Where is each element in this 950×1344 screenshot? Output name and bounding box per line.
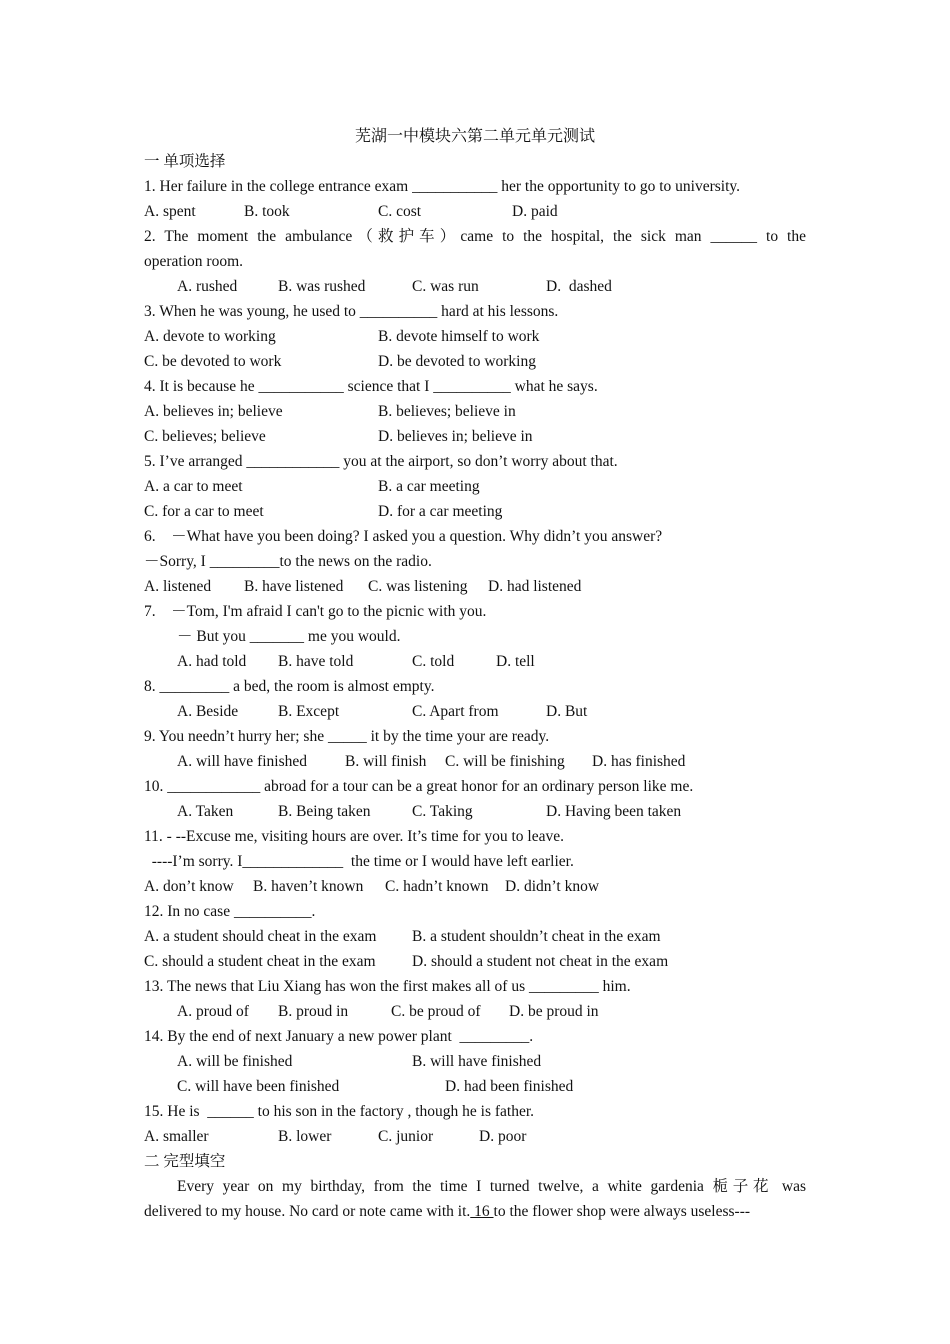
option-a: A. don’t know — [144, 878, 234, 895]
passage-text: delivered to my house. No card or note came with it. — [144, 1203, 471, 1220]
option-c: C. told — [412, 653, 455, 670]
question-2-options — [144, 274, 806, 299]
question-8: 8. _________ a bed, the room is almost empty. — [144, 678, 435, 695]
question-14-options-ab — [144, 1049, 806, 1074]
option-b: B. Being taken — [278, 803, 371, 820]
question-1: 1. Her failure in the college entrance exam ___________ her the opportunity to go to university. — [144, 178, 741, 195]
question-8-options — [144, 699, 806, 724]
passage-text-cont: to the flower shop were always useless--- — [493, 1203, 751, 1220]
option-b: B. a car meeting — [378, 478, 480, 495]
option-d: D. paid — [512, 203, 558, 220]
option-c: C. will have been finished — [177, 1078, 340, 1095]
option-a: A. will be finished — [177, 1053, 293, 1070]
option-d: D. for a car meeting — [378, 503, 503, 520]
passage-line-2 — [144, 1199, 806, 1224]
option-a: A. a student should cheat in the exam — [144, 928, 377, 945]
option-b: B. a student shouldn’t cheat in the exam — [412, 928, 661, 945]
option-d: D. But — [546, 703, 588, 720]
option-c: C. was listening — [368, 578, 468, 595]
option-b: B. lower — [278, 1128, 332, 1145]
option-c: C. Taking — [412, 803, 473, 820]
question-3: 3. When he was young, he used to __________ hard at his lessons. — [144, 303, 559, 320]
question-6-reply: －Sorry, I _________to the news on the radio. — [144, 553, 432, 570]
question-6: 6. －What have you been doing? I asked you a question. Why didn’t you answer? — [144, 528, 663, 545]
option-a: A. spent — [144, 203, 196, 220]
section-heading-1: 一 单项选择 — [144, 153, 226, 170]
option-a: A. Beside — [177, 703, 239, 720]
option-b: B. have listened — [244, 578, 344, 595]
option-b: B. will finish — [345, 753, 427, 770]
option-a: A. devote to working — [144, 328, 276, 345]
question-14-options-cd — [144, 1074, 806, 1099]
question-3-options-ab — [144, 324, 806, 349]
question-12-options-cd — [144, 949, 806, 974]
option-d: D. Having been taken — [546, 803, 682, 820]
option-d: D. tell — [496, 653, 535, 670]
option-c: C. junior — [378, 1128, 434, 1145]
option-c: C. for a car to meet — [144, 503, 264, 520]
question-11: 11. - --Excuse me, visiting hours are over. It’s time for you to leave. — [144, 828, 564, 845]
option-c: C. believes; believe — [144, 428, 266, 445]
option-c: C. be devoted to work — [144, 353, 282, 370]
option-b: B. Except — [278, 703, 340, 720]
question-5: 5. I’ve arranged ____________ you at the airport, so don’t worry about that. — [144, 453, 618, 470]
question-14: 14. By the end of next January a new power plant _________. — [144, 1028, 534, 1045]
option-a: A. listened — [144, 578, 212, 595]
option-c: C. will be finishing — [445, 753, 565, 770]
option-b: B. will have finished — [412, 1053, 542, 1070]
question-7-options — [144, 649, 806, 674]
option-b: B. proud in — [278, 1003, 349, 1020]
option-a: A. had told — [177, 653, 247, 670]
option-c: C. Apart from — [412, 703, 499, 720]
option-d: D. poor — [479, 1128, 527, 1145]
question-3-options-cd — [144, 349, 806, 374]
option-d: D. has finished — [592, 753, 686, 770]
question-15: 15. He is ______ to his son in the factory , though he is father. — [144, 1103, 535, 1120]
question-7-reply: － But you _______ me you would. — [177, 628, 401, 645]
question-5-options-cd — [144, 499, 806, 524]
option-d: D. be devoted to working — [378, 353, 536, 370]
question-4: 4. It is because he ___________ science that I __________ what he says. — [144, 378, 598, 395]
section-heading-2: 二 完型填空 — [144, 1153, 226, 1170]
option-c: C. be proud of — [391, 1003, 481, 1020]
option-b: B. have told — [278, 653, 354, 670]
option-d: D. believes in; believe in — [378, 428, 533, 445]
option-a: A. believes in; believe — [144, 403, 283, 420]
question-1-options — [144, 199, 806, 224]
option-c: C. was run — [412, 278, 479, 295]
question-15-options — [144, 1124, 806, 1149]
option-a: A. smaller — [144, 1128, 209, 1145]
option-d: D. dashed — [546, 278, 612, 295]
option-c: C. cost — [378, 203, 422, 220]
option-a: A. will have finished — [177, 753, 308, 770]
option-d: D. had listened — [488, 578, 582, 595]
page-title: 芜湖一中模块六第二单元单元测试 — [354, 128, 595, 145]
option-b: B. haven’t known — [253, 878, 364, 895]
question-9-options — [144, 749, 806, 774]
blank-16: 16 — [470, 1203, 494, 1220]
option-a: A. Taken — [177, 803, 234, 820]
question-12: 12. In no case __________. — [144, 903, 316, 920]
option-c: C. hadn’t known — [385, 878, 489, 895]
test-page — [144, 124, 806, 1224]
option-c: C. should a student cheat in the exam — [144, 953, 376, 970]
option-b: B. was rushed — [278, 278, 366, 295]
option-a: A. a car to meet — [144, 478, 243, 495]
question-11-reply: ----I’m sorry. I_____________ the time or I would have left earlier. — [144, 853, 574, 870]
option-b: B. believes; believe in — [378, 403, 516, 420]
question-6-options — [144, 574, 806, 599]
option-d: D. be proud in — [509, 1003, 599, 1020]
question-9: 9. You needn’t hurry her; she _____ it by the time your are ready. — [144, 728, 550, 745]
option-a: A. rushed — [177, 278, 238, 295]
question-2: 2. The moment the ambulance（救护车）came to the hospital, the sick man ______ to the — [144, 228, 806, 245]
option-b: B. took — [244, 203, 290, 220]
option-d: D. didn’t know — [505, 878, 600, 895]
question-13-options — [144, 999, 806, 1024]
question-10: 10. ____________ abroad for a tour can be a great honor for an ordinary person like me. — [144, 778, 694, 795]
option-b: B. devote himself to work — [378, 328, 540, 345]
question-12-options-ab — [144, 924, 806, 949]
question-7: 7. －Tom, I'm afraid I can't go to the picnic with you. — [144, 603, 487, 620]
option-d: D. should a student not cheat in the exam — [412, 953, 669, 970]
question-4-options-cd — [144, 424, 806, 449]
option-d: D. had been finished — [445, 1078, 574, 1095]
question-13: 13. The news that Liu Xiang has won the first makes all of us _________ him. — [144, 978, 631, 995]
option-a: A. proud of — [177, 1003, 249, 1020]
question-11-options — [144, 874, 806, 899]
question-2-cont: operation room. — [144, 253, 244, 270]
question-5-options-ab — [144, 474, 806, 499]
passage-line-1: Every year on my birthday, from the time I turned twelve, a white gardenia 栀子花 was — [177, 1178, 806, 1195]
question-4-options-ab — [144, 399, 806, 424]
question-10-options — [144, 799, 806, 824]
